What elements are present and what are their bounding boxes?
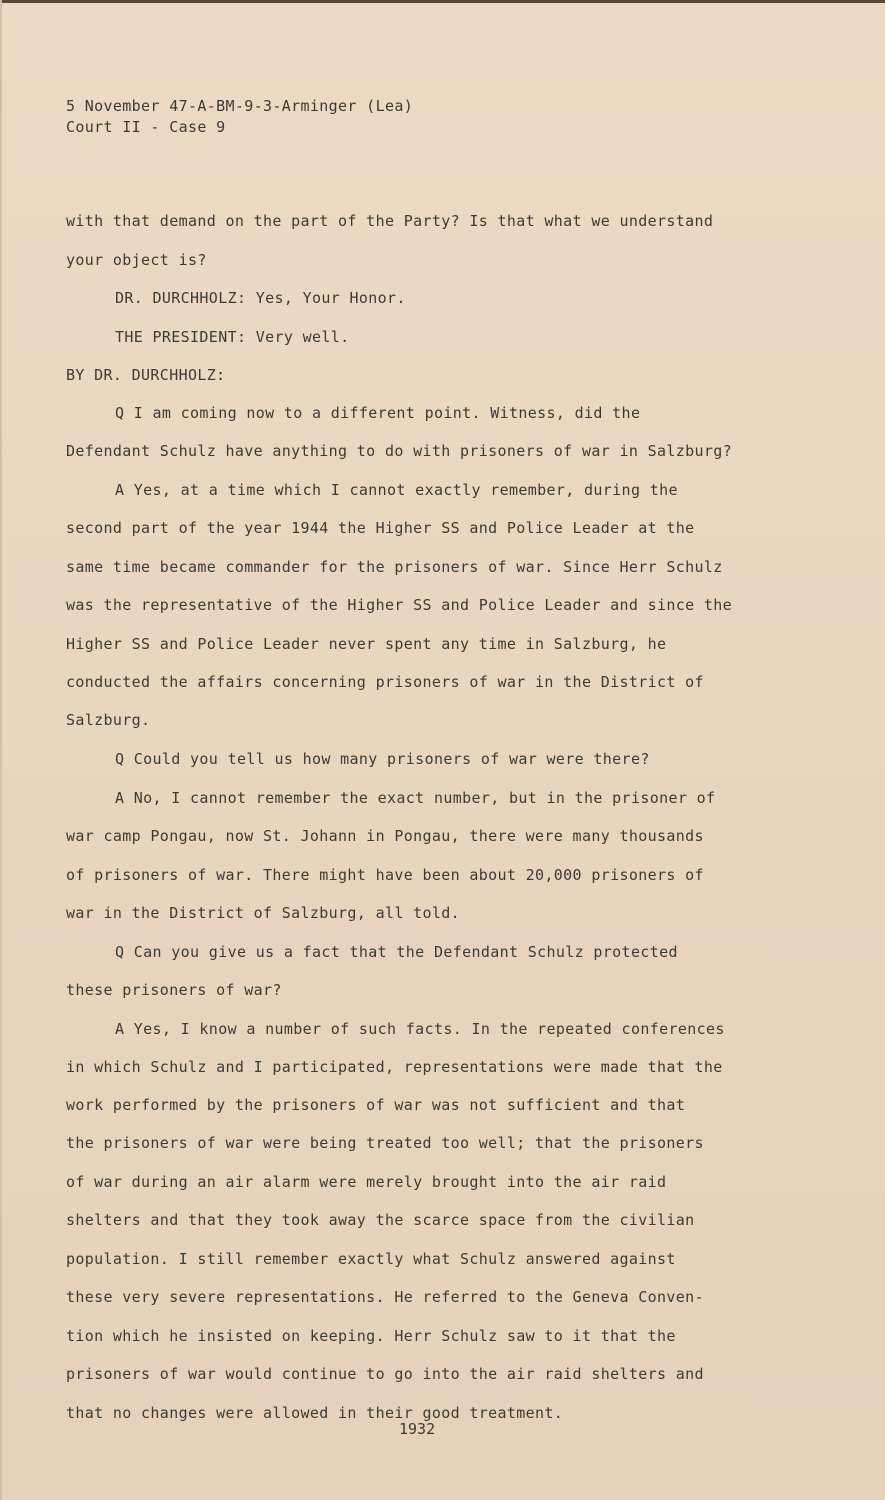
body-line: with that demand on the part of the Party? Is that what we understand bbox=[66, 212, 714, 230]
answer-line: A No, I cannot remember the exact number, but in the prisoner of bbox=[115, 789, 716, 807]
question-line: Q Can you give us a fact that the Defendant Schulz protected bbox=[115, 943, 678, 961]
body-line: shelters and that they took away the scarce space from the civilian bbox=[66, 1211, 695, 1229]
body-line: the prisoners of war were being treated too well; that the prisoners bbox=[66, 1134, 704, 1152]
body-line: of prisoners of war. There might have been about 20,000 prisoners of bbox=[66, 866, 704, 884]
speaker-line: DR. DURCHHOLZ: Yes, Your Honor. bbox=[115, 289, 406, 307]
body-line: second part of the year 1944 the Higher SS and Police Leader at the bbox=[66, 519, 695, 537]
answer-line: A Yes, I know a number of such facts. In the repeated conferences bbox=[115, 1020, 725, 1038]
page-number: 1932 bbox=[399, 1420, 436, 1438]
body-line: was the representative of the Higher SS and Police Leader and since the bbox=[66, 596, 733, 614]
body-line: conducted the affairs concerning prisoners of war in the District of bbox=[66, 673, 704, 691]
speaker-line: THE PRESIDENT: Very well. bbox=[115, 328, 350, 346]
body-line: in which Schulz and I participated, representations were made that the bbox=[66, 1058, 723, 1076]
body-line: of war during an air alarm were merely brought into the air raid bbox=[66, 1173, 667, 1191]
header-date-reference: 5 November 47-A-BM-9-3-Arminger (Lea) bbox=[66, 97, 414, 115]
body-line: these very severe representations. He referred to the Geneva Conven- bbox=[66, 1288, 704, 1306]
body-line: that no changes were allowed in their good treatment. bbox=[66, 1404, 564, 1422]
body-line: your object is? bbox=[66, 251, 207, 269]
question-line: Q Could you tell us how many prisoners of war were there? bbox=[115, 750, 650, 768]
body-line: war camp Pongau, now St. Johann in Pongau, there were many thousands bbox=[66, 827, 704, 845]
body-line: same time became commander for the prisoners of war. Since Herr Schulz bbox=[66, 558, 723, 576]
header-court-case: Court II - Case 9 bbox=[66, 118, 226, 136]
body-line: work performed by the prisoners of war was not sufficient and that bbox=[66, 1096, 686, 1114]
body-line: tion which he insisted on keeping. Herr Schulz saw to it that the bbox=[66, 1327, 676, 1345]
body-line: Defendant Schulz have anything to do with prisoners of war in Salzburg? bbox=[66, 442, 733, 460]
body-line: population. I still remember exactly what Schulz answered against bbox=[66, 1250, 676, 1268]
body-line: prisoners of war would continue to go into the air raid shelters and bbox=[66, 1365, 704, 1383]
body-line: Higher SS and Police Leader never spent any time in Salzburg, he bbox=[66, 635, 667, 653]
examination-heading: BY DR. DURCHHOLZ: bbox=[66, 366, 226, 384]
body-line: war in the District of Salzburg, all told. bbox=[66, 904, 460, 922]
body-line: these prisoners of war? bbox=[66, 981, 282, 999]
answer-line: A Yes, at a time which I cannot exactly remember, during the bbox=[115, 481, 678, 499]
question-line: Q I am coming now to a different point. Witness, did the bbox=[115, 404, 641, 422]
page-top-edge bbox=[2, 0, 885, 3]
body-line: Salzburg. bbox=[66, 711, 151, 729]
